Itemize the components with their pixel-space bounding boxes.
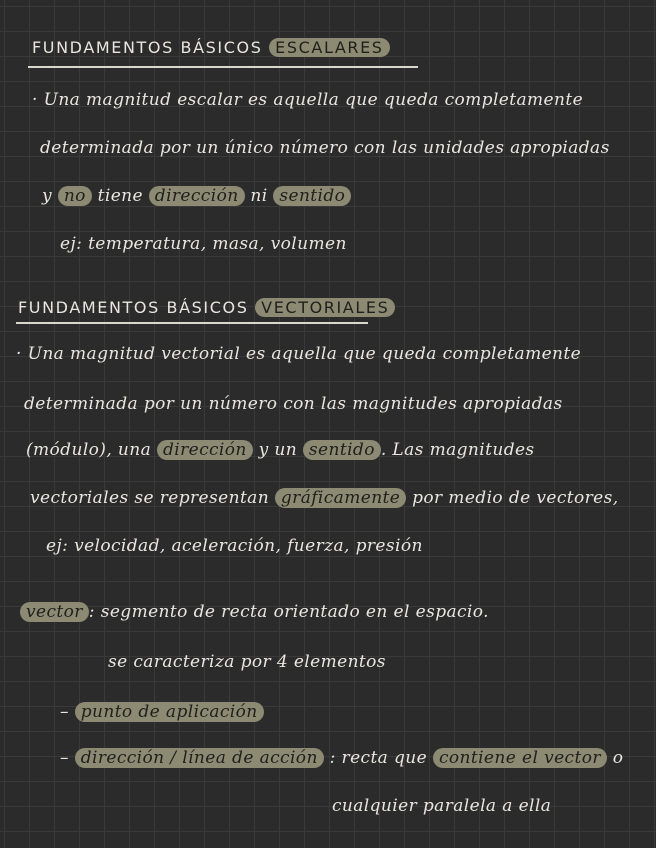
vectorial-definition-line-2: determinada por un número con las magnitudes apropiadas (24, 394, 563, 414)
vectorial-definition-line-4 (30, 486, 619, 510)
title-underline (16, 322, 368, 324)
highlight-no: no (58, 186, 92, 206)
vectorial-definition-line-1: · Una magnitud vectorial es aquella que queda completamente (16, 344, 582, 364)
dash-marker: – (60, 702, 69, 722)
text-fragment: : segmento de recta orientado en el espacio. (88, 602, 489, 622)
escalar-example: ej: temperatura, masa, volumen (60, 234, 347, 254)
section-title-vectoriales (18, 296, 395, 320)
text-fragment: vectoriales se representan (30, 488, 270, 508)
element-item-2-continuation: cualquier paralela a ella (332, 796, 552, 816)
element-item-2 (60, 746, 623, 770)
escalar-definition-line-1: · Una magnitud escalar es aquella que queda completamente (32, 90, 584, 110)
highlight-graficamente: gráficamente (275, 488, 406, 508)
escalar-definition-line-3 (42, 184, 351, 208)
text-fragment: : recta que (329, 748, 428, 768)
highlight-sentido: sentido (303, 440, 381, 460)
title-underline (28, 66, 418, 68)
escalar-definition-line-2: determinada por un único número con las unidades apropiadas (40, 138, 610, 158)
text-fragment: y un (258, 440, 298, 460)
highlight-punto-aplicacion: punto de aplicación (75, 702, 264, 722)
element-item-1 (60, 700, 264, 724)
text-fragment: tiene (97, 186, 143, 206)
section-title-text: FUNDAMENTOS BÁSICOS (18, 298, 249, 317)
vectorial-example: ej: velocidad, aceleración, fuerza, presión (46, 536, 423, 556)
highlight-sentido: sentido (273, 186, 351, 206)
highlight-contiene-vector: contiene el vector (433, 748, 607, 768)
highlight-direccion-linea: dirección / línea de acción (75, 748, 324, 768)
text-fragment: o (612, 748, 624, 768)
text-fragment: . Las magnitudes (380, 440, 535, 460)
section-title-highlight: VECTORIALES (255, 298, 395, 317)
text-fragment: ni (250, 186, 268, 206)
section-title-text: FUNDAMENTOS BÁSICOS (32, 38, 263, 57)
highlight-direccion: dirección (149, 186, 245, 206)
dash-marker: – (60, 748, 69, 768)
highlight-direccion: dirección (157, 440, 253, 460)
text-fragment: por medio de vectores, (412, 488, 619, 508)
section-title-highlight: ESCALARES (269, 38, 389, 57)
vectorial-definition-line-3 (26, 438, 535, 462)
vector-definition (20, 600, 489, 624)
vector-subline: se caracteriza por 4 elementos (108, 652, 386, 672)
section-title-escalares (32, 36, 390, 60)
text-fragment: (módulo), una (26, 440, 152, 460)
text-fragment: y (42, 186, 53, 206)
highlight-vector-term: vector (20, 602, 89, 622)
